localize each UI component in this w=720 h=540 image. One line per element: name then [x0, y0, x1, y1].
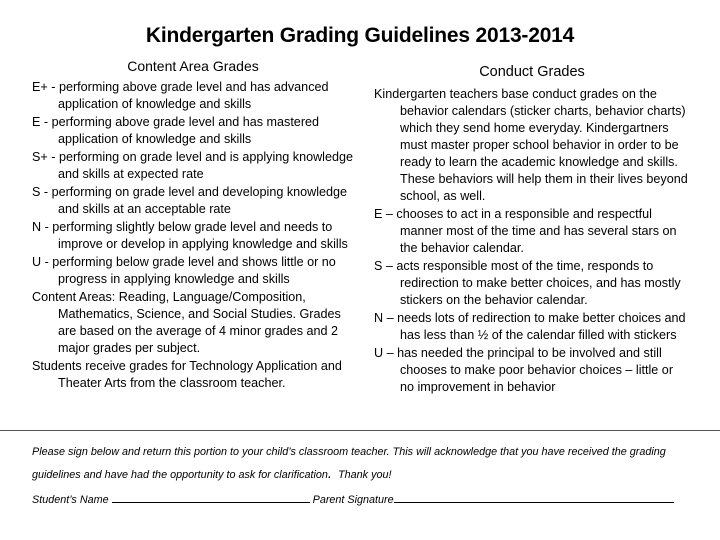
content-area-column: [32, 58, 354, 393]
grade-entry-u: U - performing below grade level and shows little or no progress in applying knowledge and skills: [32, 255, 336, 286]
parent-signature-label: Parent Signature: [312, 494, 394, 506]
grade-entry-s: S - performing on grade level and developing knowledge and skills at an acceptable rate: [32, 185, 348, 216]
notice-text: Please sign below and return this portion to your child’s classroom teacher. This will acknowledge that you have received the grading guidelines and have had the opportunity to ask for clarification: [32, 446, 666, 481]
page-title: Kindergarten Grading Guidelines 2013-2014: [145, 24, 575, 47]
conduct-intro: Kindergarten teachers base conduct grades on the behavior calendars (sticker charts, behavior charts) which they send home everyday. Kindergartners must master proper school behavior in order to be ready to learn the academic knowledge and skills. These behaviors will help them in their lives beyond school, as well.: [374, 87, 688, 203]
grade-entry-e: E - performing above grade level and has mastered application of knowledge and skills: [32, 115, 320, 146]
student-name-field[interactable]: [112, 491, 310, 503]
conduct-entry-s: S – acts responsible most of the time, responds to redirection to make better choices, and has mostly stickers on the behavior calendar.: [374, 259, 681, 307]
grade-entry-s-plus: S+ - performing on grade level and is applying knowledge and skills at expected rate: [32, 150, 353, 181]
grade-entry-n: N - performing slightly below grade level and needs to improve or develop in applying knowledge and skills: [32, 220, 348, 251]
section-divider: [0, 430, 720, 431]
student-name-label: Student’s Name: [32, 494, 109, 506]
conduct-entry-u: U – has needed the principal to be involved and still chooses to make poor behavior choices – little or no improvement in behavior: [374, 346, 674, 394]
signature-notice: [32, 441, 692, 486]
content-area-heading: Content Area Grades: [127, 58, 259, 74]
conduct-entry-n: N – needs lots of redirection to make better choices and has less than ½ of the calendar filled with stickers: [374, 311, 686, 342]
conduct-heading: Conduct Grades: [479, 64, 585, 80]
notice-period: .: [327, 465, 333, 482]
technology-theater-note: Students receive grades for Technology Application and Theater Arts from the classroom teacher.: [32, 359, 342, 390]
parent-signature-field[interactable]: [394, 491, 674, 503]
notice-thanks: Thank you!: [332, 469, 392, 481]
conduct-column: [374, 64, 690, 397]
signature-line: [32, 491, 692, 506]
content-areas-note: Content Areas: Reading, Language/Composition, Mathematics, Science, and Social Studies. Grades are based on the average of 4 minor grades and 2 major grades per subject.: [32, 290, 341, 355]
conduct-entry-e: E – chooses to act in a responsible and respectful manner most of the time and has several stars on the behavior calendar.: [374, 207, 677, 255]
grade-entry-e-plus: E+ - performing above grade level and has advanced application of knowledge and skills: [32, 80, 329, 111]
